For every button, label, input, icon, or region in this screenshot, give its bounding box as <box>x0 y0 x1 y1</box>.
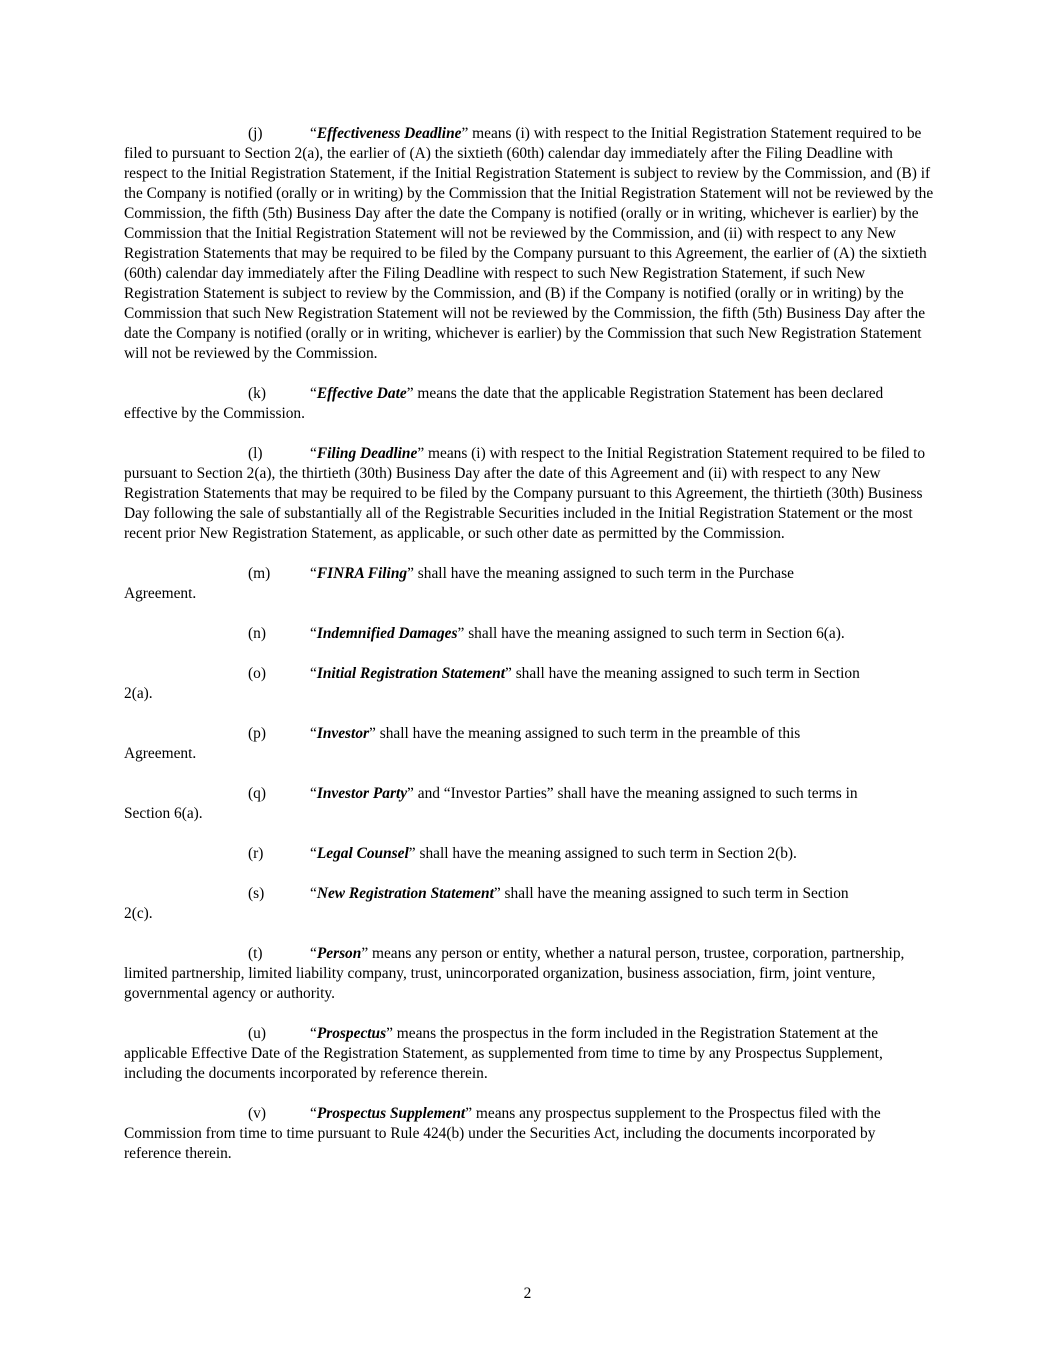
defined-term: Indemnified Damages <box>316 625 458 642</box>
page-number: 2 <box>523 1285 532 1302</box>
definition-text: shall have the meaning assigned to such term in Section <box>511 665 860 682</box>
defined-term: Effectiveness Deadline <box>316 125 462 142</box>
defined-term: Filing Deadline <box>316 445 418 462</box>
definition-j: (j) “Effectiveness Deadline” means (i) with respect to the Initial Registration Statement required to be filed to pursuant to Section 2(a), the earlier of (A) the sixtieth (60th) calendar day immediately after the Filing Deadline with respect to the Initial Registration Statement, if the Initial Registration Statement is subject to review by the Commission, and (B) if the Company is notified (orally or in writing) by the Commission that the Initial Registration Statement will not be reviewed by the Commission, the fifth (5th) Business Day after the date the Company is notified (orally or in writing, whichever is earlier) by the Commission that the Initial Registration Statement will not be reviewed by the Commission, and (ii) with respect to any New Registration Statements that may be required to be filed by the Company pursuant to this Agreement, the earlier of (A) the sixtieth (60th) calendar day immediately after the Filing Deadline with respect to such New Registration Statement, if such New Registration Statement is subject to review by the Commission, and (B) if the Company is notified (orally or in writing) by the Commission that such New Registration Statement will not be reviewed by the Commission, the fifth (5th) Business Day after the date the Company is notified (orally or in writing, whichever is earlier) by the Commission that such New Registration Statement will not be reviewed by the Commission. <box>124 125 934 362</box>
definition-p: (p) “Investor” shall have the meaning assigned to such term in the preamble of this Agreement. <box>124 724 934 764</box>
definition-r: (r) “Legal Counsel” shall have the meaning assigned to such term in Section 2(b). <box>248 845 797 862</box>
definition-s: (s) “New Registration Statement” shall have the meaning assigned to such term in Section 2(c). <box>124 884 934 924</box>
definition-text: shall have the meaning assigned to such term in the preamble of this <box>375 725 801 742</box>
definition-text: shall have the meaning assigned to such term in Section 6(a). <box>464 625 845 642</box>
item-label: (v) <box>248 1105 266 1122</box>
definition-q: (q) “Investor Party” and “Investor Parties” shall have the meaning assigned to such terms in Section 6(a). <box>124 784 934 824</box>
definition-text: means the prospectus in the form included in the Registration Statement at the applicable Effective Date of the Registration Statement, as supplemented from time to time by any Prospectus Supplement, including the documents incorporated by reference therein. <box>124 1025 883 1082</box>
definition-n: (n) “Indemnified Damages” shall have the meaning assigned to such term in Section 6(a). <box>248 625 845 642</box>
defined-term: New Registration Statement <box>316 885 494 902</box>
defined-term: Initial Registration Statement <box>316 665 505 682</box>
defined-term: FINRA Filing <box>316 565 408 582</box>
defined-term: Investor <box>316 725 370 742</box>
definition-text: means (i) with respect to the Initial Registration Statement required to be filed to pursuant to Section 2(a), the earlier of (A) the sixtieth (60th) calendar day immediately after the Filing Deadline with respect to the Initial Registration Statement, if the Initial Registration Statement is subject to review by the Commission, and (B) if the Company is notified (orally or in writing) by the Commission that the Initial Registration Statement will not be reviewed by the Commission, the fifth (5th) Business Day after the date the Company is notified (orally or in writing, whichever is earlier) by the Commission that the Initial Registration Statement will not be reviewed by the Commission, and (ii) with respect to any New Registration Statements that may be required to be filed by the Company pursuant to this Agreement, the earlier of (A) the sixtieth (60th) calendar day immediately after the Filing Deadline with respect to such New Registration Statement, if such New Registration Statement is subject to review by the Commission, and (B) if the Company is notified (orally or in writing) by the Commission that such New Registration Statement will not be reviewed by the Commission, the fifth (5th) Business Day after the date the Company is notified (orally or in writing, whichever is earlier) by the Commission that such New Registration Statement will not be reviewed by the Commission. <box>124 125 934 362</box>
definition-u: (u) “Prospectus” means the prospectus in the form included in the Registration Statement at the applicable Effective Date of the Registration Statement, as supplemented from time to time by any Prospectus Supplement, including the documents incorporated by reference therein. <box>124 1025 883 1082</box>
defined-term: Investor Party <box>316 785 408 802</box>
definition-text: means the date that the applicable Registration Statement has been declared effective by the Commission. <box>124 385 884 422</box>
definition-v: (v) “Prospectus Supplement” means any prospectus supplement to the Prospectus filed with the Commission from time to time pursuant to Rule 424(b) under the Securities Act, including the documents incorporated by reference therein. <box>124 1105 881 1162</box>
defined-term: Legal Counsel <box>316 845 409 862</box>
document-body <box>124 124 934 1184</box>
definition-text: shall have the meaning assigned to such term in Section <box>500 885 849 902</box>
item-label: (l) <box>248 445 263 462</box>
definition-k: (k) “Effective Date” means the date that the applicable Registration Statement has been declared effective by the Commission. <box>124 385 884 422</box>
definition-o: (o) “Initial Registration Statement” shall have the meaning assigned to such term in Section 2(a). <box>124 664 934 704</box>
definition-text-wrap: Agreement. <box>124 745 197 762</box>
definition-t: (t) “Person” means any person or entity, whether a natural person, trustee, corporation, partnership, limited partnership, limited liability company, trust, unincorporated organization, business association, firm, joint venture, governmental agency or authority. <box>124 945 905 1002</box>
definition-text-wrap: Agreement. <box>124 585 197 602</box>
item-label: (o) <box>248 665 266 682</box>
item-label: (s) <box>248 885 265 902</box>
definition-text-wrap: 2(c). <box>124 905 153 922</box>
defined-term: Prospectus <box>316 1025 387 1042</box>
defined-term: Person <box>316 945 362 962</box>
definition-text: shall have the meaning assigned to such term in Section 2(b). <box>415 845 797 862</box>
item-label: (k) <box>248 385 266 402</box>
definition-text: means any person or entity, whether a natural person, trustee, corporation, partnership, limited partnership, limited liability company, trust, unincorporated organization, business association, firm, joint venture, governmental agency or authority. <box>124 945 905 1002</box>
item-label: (p) <box>248 725 266 742</box>
definition-l: (l) “Filing Deadline” means (i) with respect to the Initial Registration Statement required to be filed to pursuant to Section 2(a), the thirtieth (30th) Business Day after the date of this Agreement and (ii) with respect to any New Registration Statements that may be required to be filed by the Company pursuant to this Agreement, the thirtieth (30th) Business Day following the sale of substantially all of the Registrable Securities included in the Initial Registration Statement or the most recent prior New Registration Statement, as applicable, or such other date as permitted by the Commission. <box>124 445 926 542</box>
item-label: (t) <box>248 945 263 962</box>
defined-term: Effective Date <box>316 385 407 402</box>
defined-term: Prospectus Supplement <box>316 1105 466 1122</box>
item-label: (j) <box>248 125 263 142</box>
definition-text: shall have the meaning assigned to such term in the Purchase <box>413 565 794 582</box>
definition-text-wrap: Section 6(a). <box>124 805 203 822</box>
definition-text-wrap: 2(a). <box>124 685 153 702</box>
item-label: (m) <box>248 565 271 582</box>
item-label: (r) <box>248 845 264 862</box>
definition-text: means (i) with respect to the Initial Registration Statement required to be filed to pursuant to Section 2(a), the thirtieth (30th) Business Day after the date of this Agreement and (ii) with respect to any New Registration Statements that may be required to be filed by the Company pursuant to this Agreement, the thirtieth (30th) Business Day following the sale of substantially all of the Registrable Securities included in the Initial Registration Statement or the most recent prior New Registration Statement, as applicable, or such other date as permitted by the Commission. <box>124 445 926 542</box>
definition-text: and “Investor Parties” shall have the meaning assigned to such terms in <box>413 785 858 802</box>
definition-text: means any prospectus supplement to the Prospectus filed with the Commission from time to time pursuant to Rule 424(b) under the Securities Act, including the documents incorporated by reference therein. <box>124 1105 881 1162</box>
item-label: (u) <box>248 1025 266 1042</box>
definition-m: (m) “FINRA Filing” shall have the meaning assigned to such term in the Purchase Agreement. <box>124 564 934 604</box>
item-label: (n) <box>248 625 266 642</box>
item-label: (q) <box>248 785 266 802</box>
